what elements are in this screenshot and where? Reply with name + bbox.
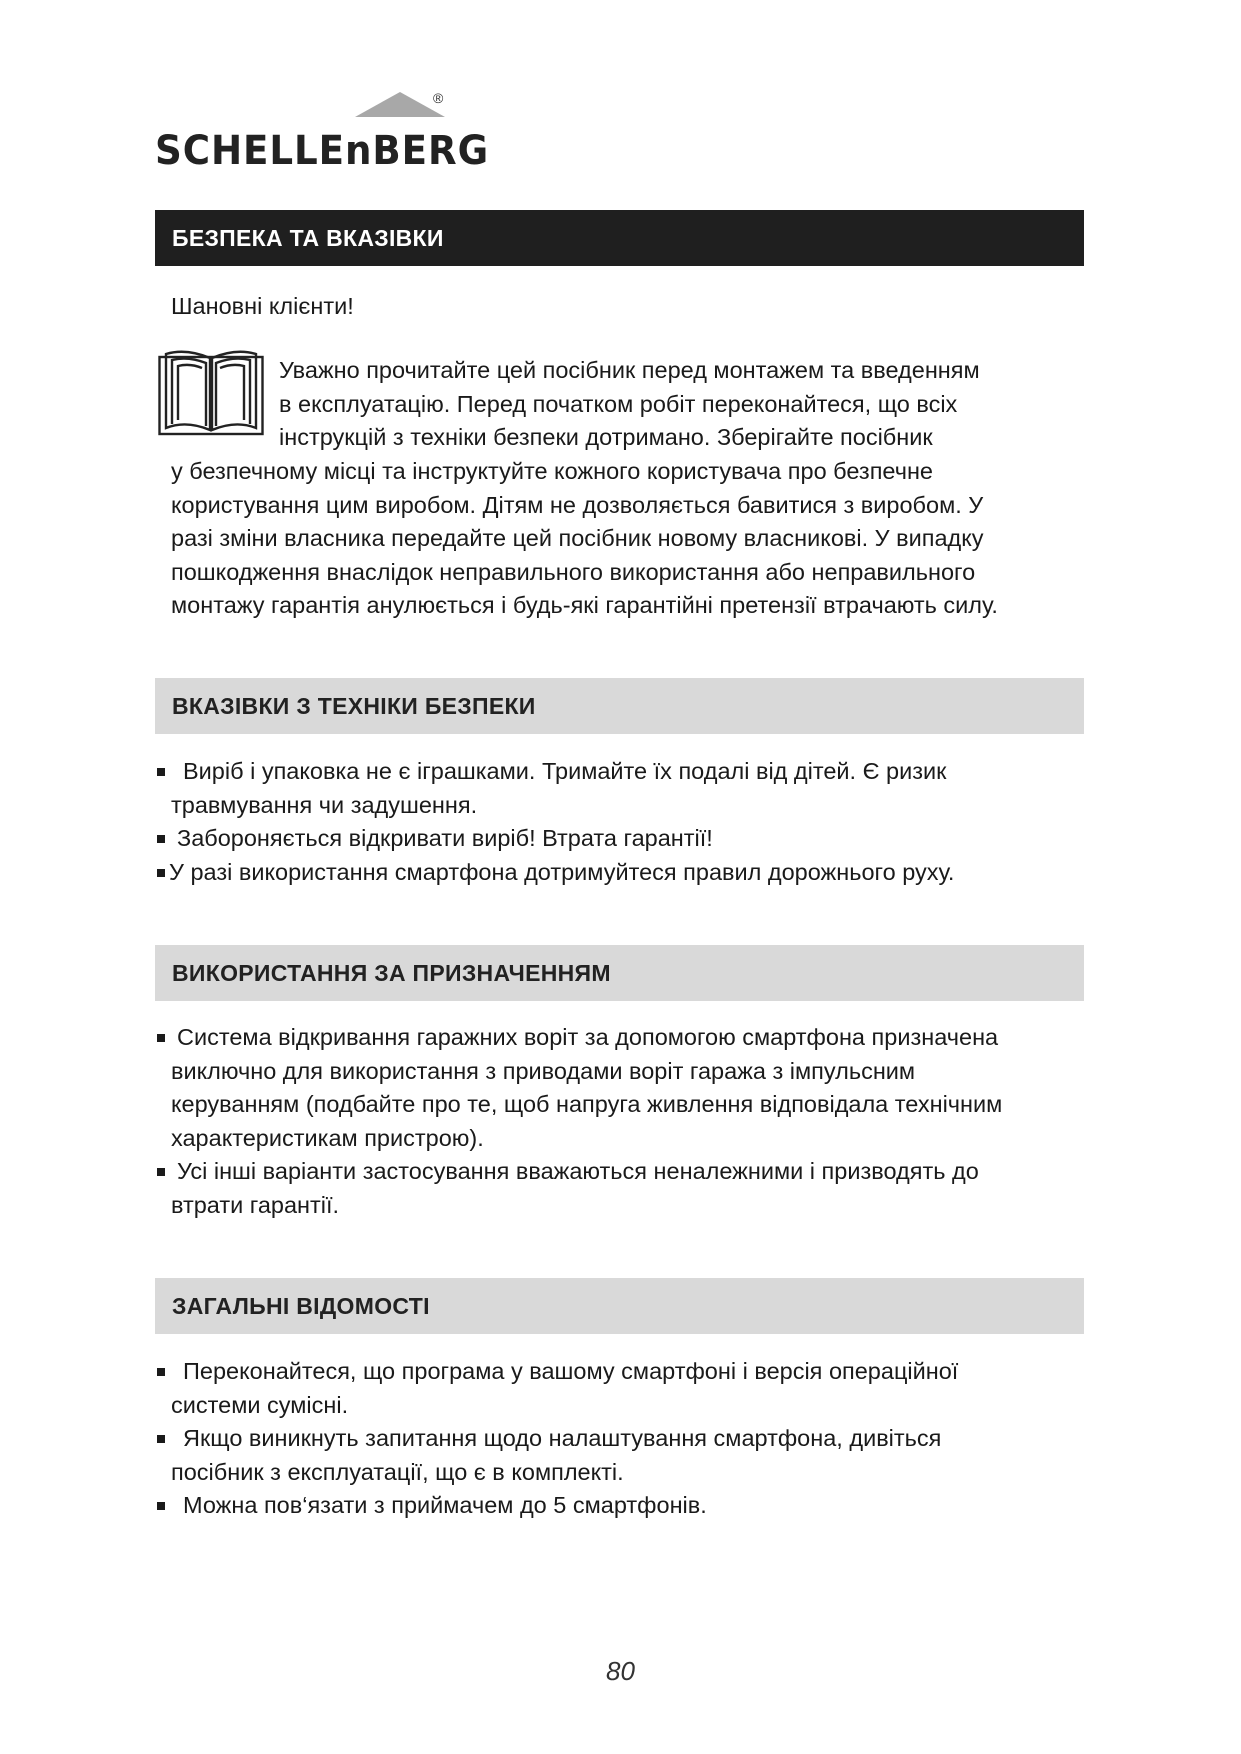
list-item [155,1155,1002,1222]
list-item [155,755,954,822]
section-title: ВКАЗІВКИ З ТЕХНІКИ БЕЗПЕКИ [172,692,536,719]
bullet-line: посібник з експлуатації, що є в комплекті. [171,1458,624,1485]
bullet-line: Переконайтеся, що програма у вашому смартфоні і версія операційної [183,1358,959,1384]
bullet-icon [157,768,165,776]
bullet-line: Система відкривання гаражних воріт за допомогою смартфона призначена [177,1024,999,1050]
intro-line: разі зміни власника передайте цей посібник новому власникові. У випадку [171,525,984,551]
bullet-line: виключно для використання з приводами воріт гаража з імпульсним [171,1057,916,1084]
bullet-line: керуванням (подбайте про те, щоб напруга живлення відповідала технічним [171,1091,1003,1117]
list-item [155,1422,958,1489]
intro-line: інструкцій з техніки безпеки дотримано. Зберігайте посібник [279,424,933,450]
bullet-line: Можна пов‘язати з приймачем до 5 смартфонів. [183,1492,707,1518]
intro-line: користування цим виробом. Дітям не дозволяється бавитися з виробом. У [171,491,984,518]
intro-paragraph-top [279,354,1099,455]
section-header-general-info [155,1278,1084,1334]
bullet-line: системи сумісні. [171,1391,349,1418]
list-item [155,822,954,856]
section-title: ЗАГАЛЬНІ ВІДОМОСТІ [172,1292,430,1319]
bullet-line: травмування чи задушення. [171,791,478,818]
bullet-line: Якщо виникнуть запитання щодо налаштування смартфона, дивіться [183,1425,942,1451]
intro-line: у безпечному місці та інструктуйте кожного користувача про безпечне [171,458,934,484]
greeting: Шановні клієнти! [171,293,354,319]
bullet-icon [157,1502,165,1510]
list-item [155,1489,958,1523]
list-item [155,1355,958,1422]
bullet-line: характеристикам пристрою). [171,1124,484,1151]
intro-line: пошкодження внаслідок неправильного використання або неправильного [171,558,976,585]
intro-line: Уважно прочитайте цей посібник перед монтажем та введенням [279,357,980,383]
bullet-line: Виріб і упаковка не є іграшками. Тримайте їх подалі від дітей. Є ризик [183,758,947,784]
intro-paragraph-bottom [171,455,1101,623]
bullet-icon [157,1034,165,1042]
intro-line: в експлуатацію. Перед початком робіт переконайтеся, що всіх [279,390,958,417]
intro-line: монтажу гарантія анулюється і будь-які гарантійні претензії втрачають силу. [171,592,998,618]
section-title: ВИКОРИСТАННЯ ЗА ПРИЗНАЧЕННЯМ [172,959,611,986]
page-number: 80 [606,1656,635,1686]
section-header-safety-instructions [155,678,1084,734]
list-item [155,1021,1002,1155]
bullet-line: Забороняється відкривати виріб! Втрата гарантії! [177,825,713,851]
section-title: БЕЗПЕКА ТА ВКАЗІВКИ [172,224,444,251]
bullet-line: Усі інші варіанти застосування вважаються неналежними і призводять до [177,1158,979,1184]
logo-roof-icon [355,90,445,118]
bullet-icon [157,869,165,877]
brand-logo [155,90,490,175]
section-header-safety [155,210,1084,266]
open-book-icon [158,350,264,436]
list-item [155,856,954,890]
bullet-line: У разі використання смартфона дотримуйтеся правил дорожнього руху. [169,858,955,885]
section-header-intended-use [155,945,1084,1001]
intended-use-bullet-list [155,1021,1002,1222]
general-info-bullet-list [155,1355,958,1523]
registered-mark: ® [433,90,444,106]
bullet-icon [157,1168,165,1176]
bullet-icon [157,1368,165,1376]
bullet-icon [157,1435,165,1443]
bullet-line: втрати гарантії. [171,1191,340,1218]
safety-bullet-list [155,755,954,889]
bullet-icon [157,835,165,843]
logo-wordmark: SCHELLEnBERG [155,128,490,174]
